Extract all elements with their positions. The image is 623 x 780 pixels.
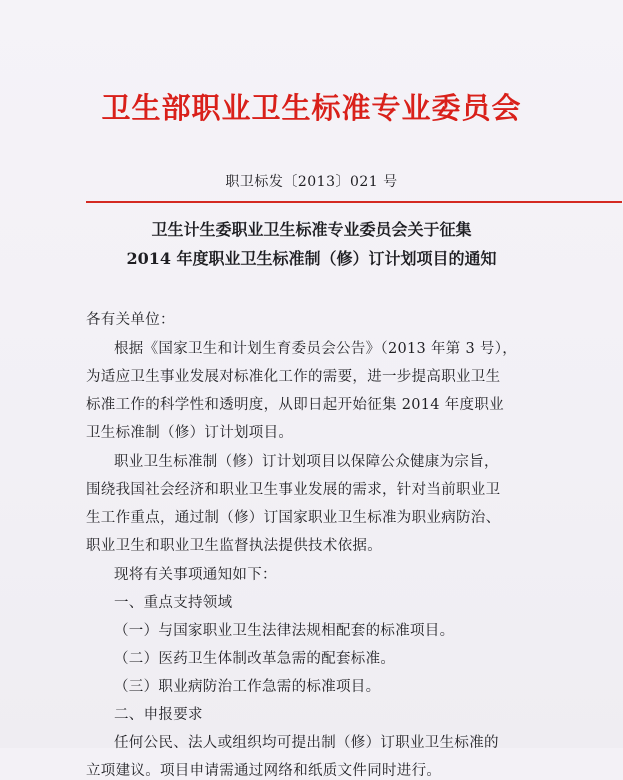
- red-divider: [86, 201, 622, 203]
- paragraph-1-line: 为适应卫生事业发展对标准化工作的需要，进一步提高职业卫生: [86, 369, 501, 385]
- paragraph-1-line: 根据《国家卫生和计划生育委员会公告》（2013 年第 3 号），: [114, 341, 518, 357]
- intro-line: 现将有关事项通知如下：: [114, 567, 277, 583]
- section-1-item: （一）与国家职业卫生法律法规相配套的标准项目。: [114, 623, 455, 639]
- section-1-item: （三）职业病防治工作急需的标准项目。: [114, 679, 381, 695]
- org-title: 卫生部职业卫生标准专业委员会: [101, 91, 522, 125]
- salutation: 各有关单位：: [86, 312, 175, 328]
- doc-number: 职卫标发〔2013〕021 号: [225, 174, 398, 190]
- section-2-heading: 二、申报要求: [114, 707, 203, 723]
- paragraph-2-line: 职业卫生标准制（修）订计划项目以保障公众健康为宗旨，: [114, 454, 499, 470]
- paragraph-1-line: 标准工作的科学性和透明度，从即日起开始征集 2014 年度职业: [86, 397, 504, 413]
- notice-title-line1: 卫生计生委职业卫生标准专业委员会关于征集: [151, 220, 472, 239]
- paragraph-2-line: 职业卫生和职业卫生监督执法提供技术依据。: [86, 538, 382, 554]
- paragraph-3-line: 立项建议。项目申请需通过网络和纸质文件同时进行。: [86, 763, 442, 779]
- paragraph-3-line: 任何公民、法人或组织均可提出制（修）订职业卫生标准的: [114, 735, 499, 751]
- paragraph-2-line: 围绕我国社会经济和职业卫生事业发展的需求，针对当前职业卫: [86, 482, 501, 498]
- section-1-heading: 一、重点支持领域: [114, 595, 233, 611]
- paragraph-1-line: 卫生标准制（修）订计划项目。: [86, 425, 294, 441]
- section-1-item: （二）医药卫生体制改革急需的配套标准。: [114, 651, 396, 667]
- paragraph-2-line: 生工作重点，通过制（修）订国家职业卫生标准为职业病防治、: [86, 510, 501, 526]
- notice-title-line2: 2014 年度职业卫生标准制（修）订计划项目的通知: [126, 249, 497, 268]
